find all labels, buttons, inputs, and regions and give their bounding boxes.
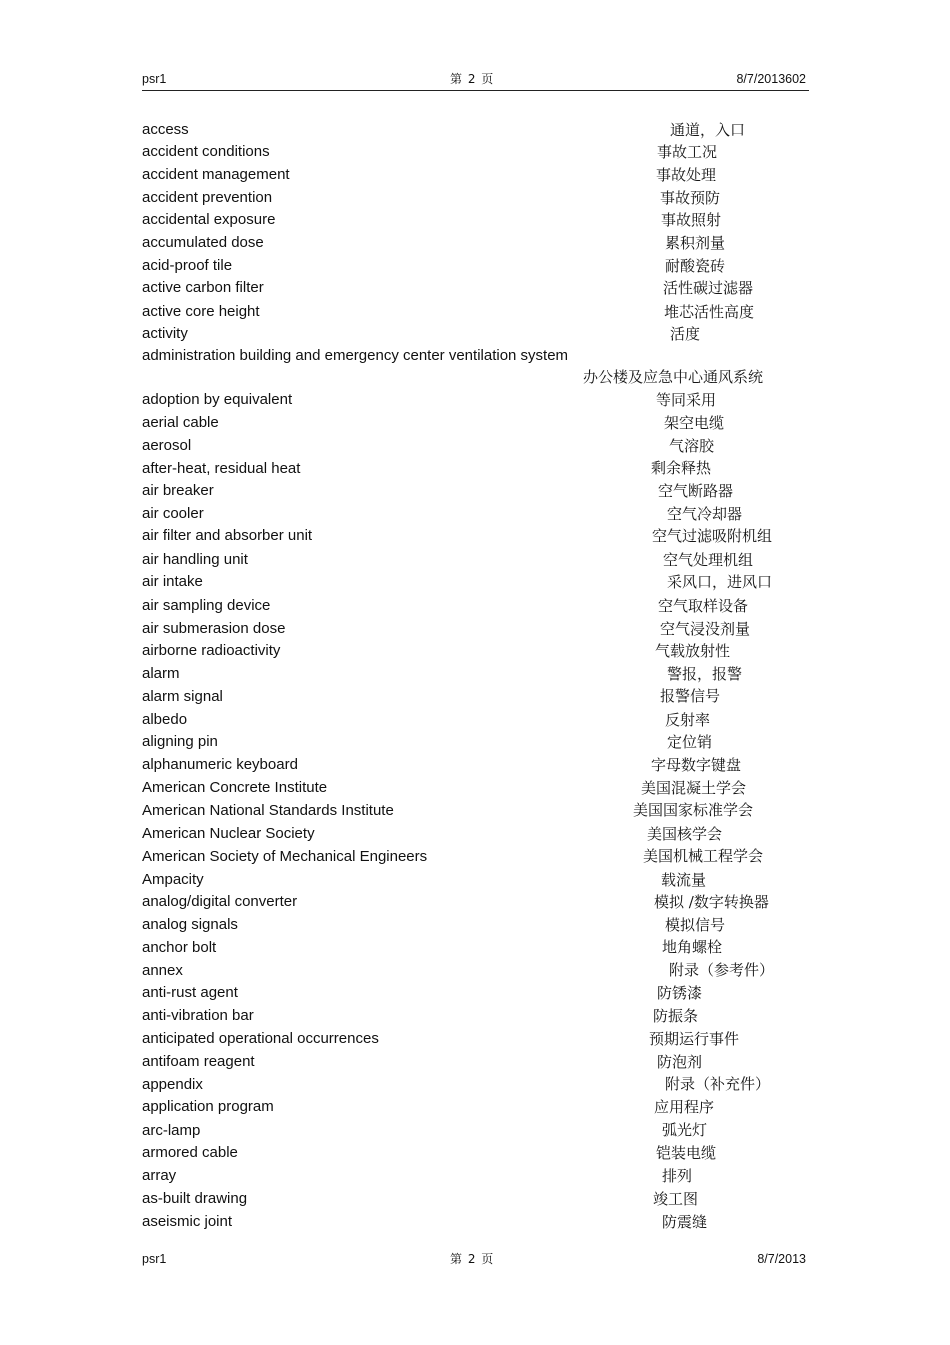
glossary-term: administration building and emergency center ventilation system	[142, 347, 569, 364]
glossary-translation: 美国国家标准学会	[633, 801, 754, 819]
glossary-term: American Nuclear Society	[142, 825, 315, 842]
glossary-translation: 空气过滤吸附机组	[652, 527, 773, 545]
glossary-term: air breaker	[142, 482, 214, 499]
glossary-term: anti-rust agent	[142, 984, 238, 1001]
glossary-translation: 采风口，进风口	[667, 573, 773, 591]
glossary-translation: 气溶胶	[669, 437, 715, 455]
glossary-translation: 排列	[662, 1167, 693, 1185]
glossary-translation: 办公楼及应急中心通风系统	[583, 368, 764, 386]
glossary-term: accident prevention	[142, 189, 273, 206]
glossary-translation: 竣工图	[653, 1190, 699, 1208]
glossary-translation: 活度	[670, 325, 701, 343]
glossary-term: acid-proof tile	[142, 257, 233, 274]
glossary-translation: 铠装电缆	[656, 1144, 717, 1162]
glossary-term: accidental exposure	[142, 211, 276, 228]
glossary-term: analog/digital converter	[142, 893, 298, 910]
glossary-term: air filter and absorber unit	[142, 527, 313, 544]
glossary-term: albedo	[142, 711, 188, 728]
glossary-term: antifoam reagent	[142, 1053, 255, 1070]
glossary-term: anticipated operational occurrences	[142, 1030, 379, 1047]
glossary-translation: 空气浸没剂量	[660, 620, 751, 638]
glossary-translation: 等同采用	[656, 391, 717, 409]
glossary-translation: 模拟信号	[665, 916, 726, 934]
glossary-translation: 累积剂量	[665, 234, 726, 252]
header-rule	[142, 90, 809, 91]
page-footer	[142, 1251, 809, 1267]
glossary-translation: 字母数字键盘	[651, 756, 742, 774]
glossary-translation: 载流量	[661, 871, 707, 889]
glossary-translation: 空气冷却器	[667, 505, 743, 523]
footer-page-number: 第 2 页	[450, 1252, 495, 1266]
glossary-translation: 模拟 /数字转换器	[654, 893, 769, 911]
glossary-translation: 剩余释热	[651, 459, 712, 477]
glossary-translation: 事故预防	[660, 189, 721, 207]
glossary-translation: 附录（补充件）	[665, 1075, 771, 1093]
glossary-term: aligning pin	[142, 733, 218, 750]
glossary-term: alarm	[142, 665, 180, 682]
glossary-term: anchor bolt	[142, 939, 217, 956]
header-date: 8/7/2013602	[736, 72, 806, 86]
glossary-term: American National Standards Institute	[142, 802, 394, 819]
glossary-translation: 空气断路器	[658, 482, 734, 500]
glossary-term: after-heat, residual heat	[142, 460, 301, 477]
glossary-term: Ampacity	[142, 871, 204, 888]
glossary-translation: 防锈漆	[657, 984, 703, 1002]
glossary-term: analog signals	[142, 916, 238, 933]
glossary-term: annex	[142, 962, 183, 979]
glossary-term: activity	[142, 325, 188, 342]
glossary-translation: 活性碳过滤器	[663, 279, 754, 297]
glossary-term: air submerasion dose	[142, 620, 286, 637]
footer-date: 8/7/2013	[757, 1252, 806, 1266]
glossary-term: aerosol	[142, 437, 192, 454]
glossary-term: air handling unit	[142, 551, 248, 568]
glossary-term: appendix	[142, 1076, 203, 1093]
glossary-translation: 事故照射	[661, 211, 722, 229]
glossary-term: aseismic joint	[142, 1213, 233, 1230]
glossary-term: arc-lamp	[142, 1122, 201, 1139]
header-doc-id: psr1	[142, 72, 167, 86]
glossary-term: air intake	[142, 573, 203, 590]
glossary-term: air cooler	[142, 505, 204, 522]
glossary-translation: 弧光灯	[662, 1121, 708, 1139]
page-header	[142, 71, 809, 87]
glossary-term: American Society of Mechanical Engineers	[142, 848, 428, 865]
glossary-translation: 报警信号	[660, 687, 721, 705]
glossary-term: air sampling device	[142, 597, 271, 614]
glossary-term: airborne radioactivity	[142, 642, 281, 659]
glossary-translation: 堆芯活性高度	[664, 303, 755, 321]
glossary-translation: 防泡剂	[657, 1053, 703, 1071]
glossary-translation: 防振条	[653, 1007, 699, 1025]
glossary-translation: 事故处理	[656, 166, 717, 184]
header-page-number: 第 2 页	[450, 72, 495, 86]
glossary-term: application program	[142, 1098, 274, 1115]
glossary-translation: 预期运行事件	[649, 1030, 740, 1048]
glossary-translation: 耐酸瓷砖	[665, 257, 726, 275]
glossary-translation: 美国机械工程学会	[643, 847, 764, 865]
glossary-term: alphanumeric keyboard	[142, 756, 298, 773]
glossary-translation: 定位销	[667, 733, 713, 751]
glossary-translation: 气载放射性	[655, 642, 731, 660]
glossary-translation: 通道，入口	[670, 121, 746, 139]
glossary-translation: 空气处理机组	[663, 551, 754, 569]
footer-doc-id: psr1	[142, 1252, 167, 1266]
glossary-term: as-built drawing	[142, 1190, 248, 1207]
glossary-term: armored cable	[142, 1144, 238, 1161]
glossary-translation: 架空电缆	[664, 414, 725, 432]
glossary-translation: 警报，报警	[667, 665, 743, 683]
glossary-translation: 反射率	[665, 711, 711, 729]
glossary-translation: 防震缝	[662, 1213, 708, 1231]
glossary-term: active carbon filter	[142, 279, 264, 296]
glossary-translation: 美国核学会	[647, 825, 723, 843]
glossary-translation: 附录（参考件）	[669, 961, 775, 979]
glossary-term: alarm signal	[142, 688, 223, 705]
glossary-term: accumulated dose	[142, 234, 264, 251]
glossary-term: aerial cable	[142, 414, 219, 431]
glossary-term: adoption by equivalent	[142, 391, 293, 408]
glossary-translation: 事故工况	[657, 143, 718, 161]
glossary-term: array	[142, 1167, 177, 1184]
glossary-term: active core height	[142, 303, 260, 320]
glossary-term: anti-vibration bar	[142, 1007, 254, 1024]
glossary-translation: 美国混凝土学会	[641, 779, 747, 797]
glossary-term: American Concrete Institute	[142, 779, 328, 796]
glossary-translation: 应用程序	[654, 1098, 715, 1116]
glossary-term: accident management	[142, 166, 290, 183]
glossary-translation: 地角螺栓	[662, 938, 723, 956]
glossary-translation: 空气取样设备	[658, 597, 749, 615]
glossary-term: accident conditions	[142, 143, 270, 160]
glossary-term: access	[142, 121, 189, 138]
